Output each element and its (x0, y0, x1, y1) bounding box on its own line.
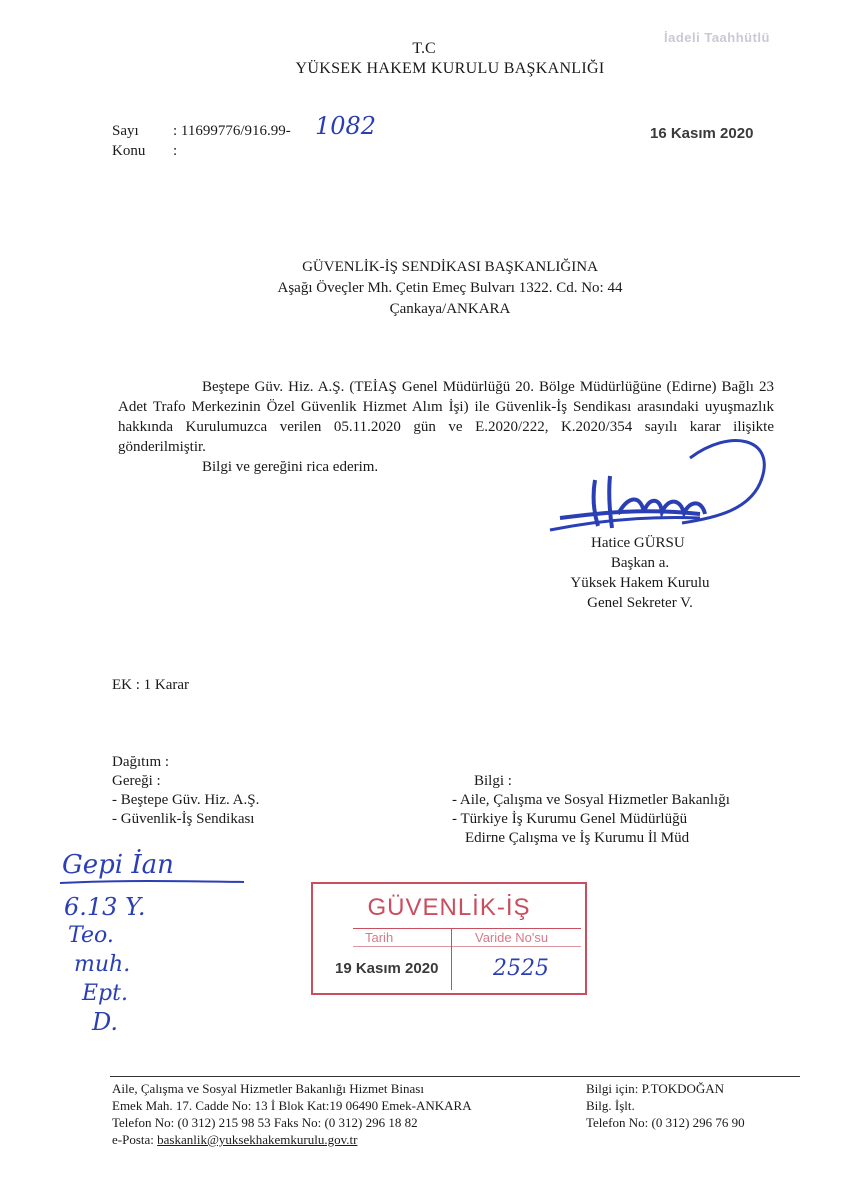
recipient-name: GÜVENLİK-İŞ SENDİKASI BAŞKANLIĞINA (302, 259, 598, 275)
handwritten-underline (58, 878, 248, 886)
footer-contact-line: Bilg. İşlt. (586, 1098, 635, 1113)
bilgi-item: Edirne Çalışma ve İş Kurumu İl Müd (465, 830, 690, 846)
date-stamp: 16 Kasım 2020 (650, 125, 754, 142)
receipt-stamp-divider (353, 946, 581, 947)
handwritten-note-line: 6.13 Y. (64, 893, 146, 921)
attachment-line: EK : 1 Karar (112, 677, 190, 693)
geregi-item: - Beştepe Güv. Hiz. A.Ş. (112, 792, 260, 808)
receipt-date-label: Tarih (365, 930, 394, 945)
header-title: YÜKSEK HAKEM KURULU BAŞKANLIĞI (295, 60, 605, 77)
handwritten-note-line: D. (92, 1008, 119, 1036)
handwritten-note-line: Gepi İan (62, 850, 174, 880)
receipt-number-label: Varide No'su (475, 930, 549, 945)
distribution-label: Dağıtım : (112, 754, 170, 770)
recipient-city: Çankaya/ANKARA (389, 301, 511, 317)
footer-address-line: Telefon No: (0 312) 215 98 53 Faks No: (0 312) 296 18 82 (112, 1115, 418, 1130)
footer-email-line (112, 1131, 357, 1148)
header-line1: T.C (412, 40, 436, 57)
konu-value: : (173, 143, 178, 159)
receipt-date: 19 Kasım 2020 (335, 960, 439, 977)
signatory-title3: Genel Sekreter V. (587, 595, 693, 611)
receipt-stamp-divider (451, 928, 452, 990)
sayi-value: : 11699776/916.99- (173, 123, 291, 139)
footer-address-line: Aile, Çalışma ve Sosyal Hizmetler Bakanlığı Hizmet Binası (112, 1081, 424, 1096)
bilgi-item: - Aile, Çalışma ve Sosyal Hizmetler Bakanlığı (452, 792, 730, 808)
handwritten-note-line: Ept. (82, 981, 128, 1006)
sayi-handwritten: 1082 (315, 112, 377, 140)
receipt-stamp-title: GÜVENLİK-İŞ (367, 894, 531, 921)
receipt-stamp-divider (353, 928, 581, 929)
signatory-name: Hatice GÜRSU (591, 535, 685, 551)
recipient-address: Aşağı Öveçler Mh. Çetin Emeç Bulvarı 1322. Cd. No: 44 (277, 280, 623, 296)
geregi-label: Gereği : (112, 773, 161, 789)
bilgi-item: - Türkiye İş Kurumu Genel Müdürlüğü (452, 811, 688, 827)
footer-contact-line: Bilgi için: P.TOKDOĞAN (586, 1081, 725, 1096)
receipt-stamp (311, 882, 587, 995)
handwritten-note-line: Teo. (68, 923, 114, 948)
geregi-item: - Güvenlik-İş Sendikası (112, 811, 255, 827)
footer-email-label: e-Posta: (112, 1132, 154, 1147)
footer-contact-line: Telefon No: (0 312) 296 76 90 (586, 1115, 745, 1130)
body-paragraph: Beştepe Güv. Hiz. A.Ş. (TEİAŞ Genel Müdürlüğü 20. Bölge Müdürlüğüne (Edirne) Bağlı 23 Adet Trafo Merkezinin Özel Güvenlik Hizmet Alım İşi) ile Güvenlik-İş Sendikası arasındaki uyuşmazlık hakkında Kurulumuzca verilen 05.11.2020 gün ve E.2020/222, K.2020/354 sayılı karar ilişikte gönderilmiştir. (118, 379, 774, 455)
signatory-title2: Yüksek Hakem Kurulu (570, 575, 710, 591)
body-closing: Bilgi ve gereğini rica ederim. (202, 459, 379, 475)
registered-mail-stamp: İadeli Taahhütlü (664, 30, 770, 45)
footer-address-line: Emek Mah. 17. Cadde No: 13 İ Blok Kat:19 06490 Emek-ANKARA (112, 1098, 472, 1113)
signatory-title1: Başkan a. (610, 555, 670, 571)
konu-label: Konu (112, 143, 146, 159)
receipt-number: 2525 (493, 956, 549, 981)
bilgi-label: Bilgi : (474, 773, 512, 789)
footer-divider (110, 1076, 800, 1077)
handwritten-note-line: muh. (74, 952, 131, 977)
sayi-label: Sayı (112, 123, 139, 139)
footer-email-link[interactable]: baskanlik@yuksekhakemkurulu.gov.tr (157, 1132, 358, 1147)
